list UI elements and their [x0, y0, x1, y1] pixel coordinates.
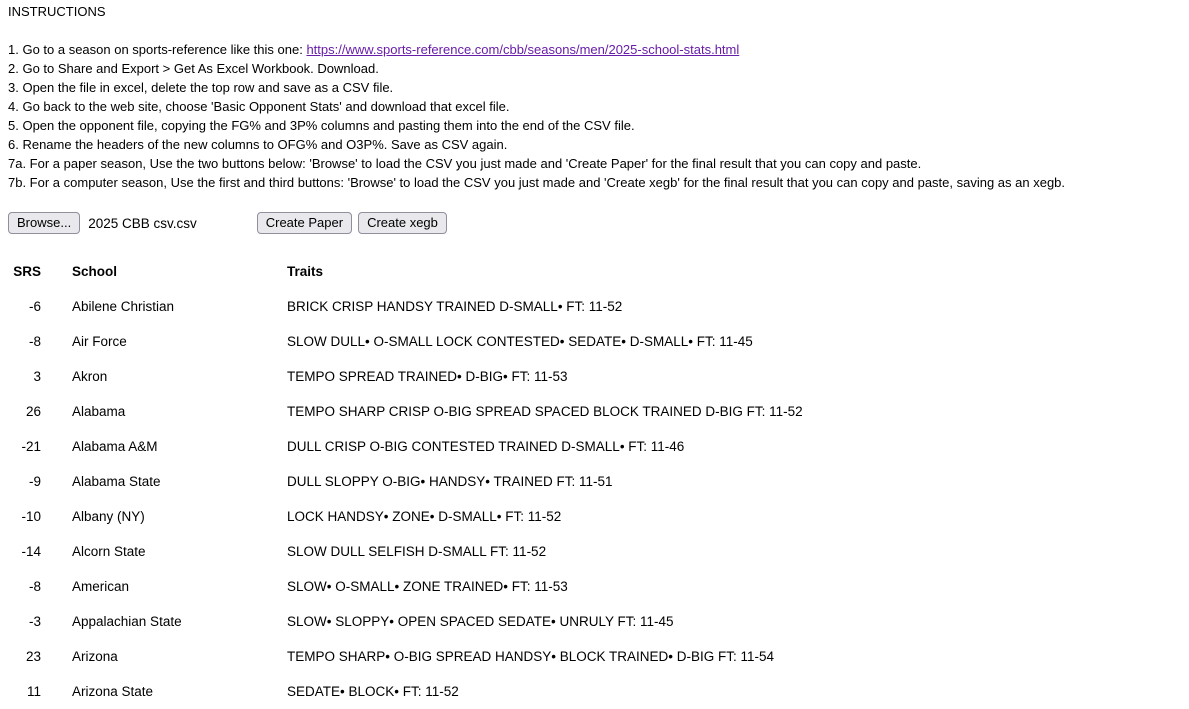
srs-cell: 3 — [33, 369, 41, 384]
table-row — [8, 674, 1181, 709]
table-header-row — [8, 254, 1181, 289]
instruction-line-1-text: 1. Go to a season on sports-reference like this one: — [8, 42, 307, 57]
traits-cell: DULL SLOPPY O-BIG• HANDSY• TRAINED FT: 11-51 — [287, 474, 613, 489]
traits-cell: TEMPO SHARP CRISP O-BIG SPREAD SPACED BLOCK TRAINED D-BIG FT: 11-52 — [287, 404, 803, 419]
srs-cell: -8 — [28, 334, 41, 349]
srs-cell: -6 — [28, 299, 41, 314]
header-school: School — [72, 264, 118, 279]
srs-cell: -8 — [28, 579, 41, 594]
srs-cell: -21 — [21, 439, 41, 454]
school-cell: Alabama — [72, 404, 126, 419]
teams-table — [8, 254, 1181, 709]
traits-cell: DULL CRISP O-BIG CONTESTED TRAINED D-SMALL• FT: 11-46 — [287, 439, 685, 454]
instructions-title: INSTRUCTIONS — [8, 4, 106, 19]
instruction-line-2: 2. Go to Share and Export > Get As Excel Workbook. Download. — [8, 61, 379, 76]
school-cell: Alabama A&M — [72, 439, 158, 454]
table-row — [8, 429, 1181, 464]
instructions-section — [8, 2, 1181, 192]
traits-cell: SLOW• SLOPPY• OPEN SPACED SEDATE• UNRULY FT: 11-45 — [287, 614, 674, 629]
traits-cell: SLOW DULL SELFISH D-SMALL FT: 11-52 — [287, 544, 547, 559]
instruction-line-1 — [8, 40, 1181, 59]
school-cell: Arizona — [72, 649, 118, 664]
controls-row — [8, 212, 1181, 234]
table-row — [8, 499, 1181, 534]
table-row — [8, 534, 1181, 569]
header-traits: Traits — [287, 264, 324, 279]
srs-cell: 23 — [25, 649, 41, 664]
srs-cell: 11 — [26, 684, 41, 699]
srs-cell: -14 — [21, 544, 41, 559]
traits-cell: LOCK HANDSY• ZONE• D-SMALL• FT: 11-52 — [287, 509, 562, 524]
school-cell: Albany (NY) — [72, 509, 145, 524]
table-row — [8, 289, 1181, 324]
traits-cell: SEDATE• BLOCK• FT: 11-52 — [287, 684, 459, 699]
table-row — [8, 569, 1181, 604]
instruction-line-3: 3. Open the file in excel, delete the top row and save as a CSV file. — [8, 80, 394, 95]
srs-cell: -3 — [28, 614, 41, 629]
instruction-line-7a: 7a. For a paper season, Use the two buttons below: 'Browse' to load the CSV you just made and 'Create Paper' for the final result that you can copy and paste. — [8, 156, 922, 171]
school-cell: Alabama State — [72, 474, 161, 489]
instruction-line-7b: 7b. For a computer season, Use the first and third buttons: 'Browse' to load the CSV you just made and 'Create xegb' for the final result that you can copy and paste, saving as an xegb. — [8, 175, 1066, 190]
school-cell: Abilene Christian — [72, 299, 175, 314]
browse-button[interactable]: Browse... — [8, 212, 80, 234]
srs-cell: 26 — [25, 404, 41, 419]
table-row — [8, 394, 1181, 429]
sports-reference-link[interactable]: https://www.sports-reference.com/cbb/seasons/men/2025-school-stats.html — [306, 42, 740, 57]
table-body — [8, 289, 1181, 709]
school-cell: Akron — [72, 369, 108, 384]
school-cell: Alcorn State — [72, 544, 146, 559]
header-srs: SRS — [13, 264, 41, 279]
create-xegb-button[interactable]: Create xegb — [358, 212, 447, 234]
srs-cell: -10 — [21, 509, 41, 524]
traits-cell: SLOW DULL• O-SMALL LOCK CONTESTED• SEDATE• D-SMALL• FT: 11-45 — [287, 334, 753, 349]
table-row — [8, 639, 1181, 674]
traits-cell: TEMPO SHARP• O-BIG SPREAD HANDSY• BLOCK TRAINED• D-BIG FT: 11-54 — [287, 649, 775, 664]
traits-cell: SLOW• O-SMALL• ZONE TRAINED• FT: 11-53 — [287, 579, 568, 594]
traits-cell: BRICK CRISP HANDSY TRAINED D-SMALL• FT: 11-52 — [287, 299, 623, 314]
table-row — [8, 359, 1181, 394]
instruction-line-5: 5. Open the opponent file, copying the FG% and 3P% columns and pasting them into the end of the CSV file. — [8, 118, 635, 133]
selected-file-name: 2025 CBB csv.csv — [88, 215, 197, 231]
school-cell: American — [72, 579, 130, 594]
table-row — [8, 604, 1181, 639]
table-row — [8, 464, 1181, 499]
school-cell: Appalachian State — [72, 614, 182, 629]
instruction-line-6: 6. Rename the headers of the new columns to OFG% and O3P%. Save as CSV again. — [8, 137, 508, 152]
traits-cell: TEMPO SPREAD TRAINED• D-BIG• FT: 11-53 — [287, 369, 568, 384]
srs-cell: -9 — [28, 474, 41, 489]
table-row — [8, 324, 1181, 359]
school-cell: Arizona State — [72, 684, 154, 699]
instruction-line-4: 4. Go back to the web site, choose 'Basic Opponent Stats' and download that excel file. — [8, 99, 510, 114]
school-cell: Air Force — [72, 334, 127, 349]
create-paper-button[interactable]: Create Paper — [257, 212, 352, 234]
